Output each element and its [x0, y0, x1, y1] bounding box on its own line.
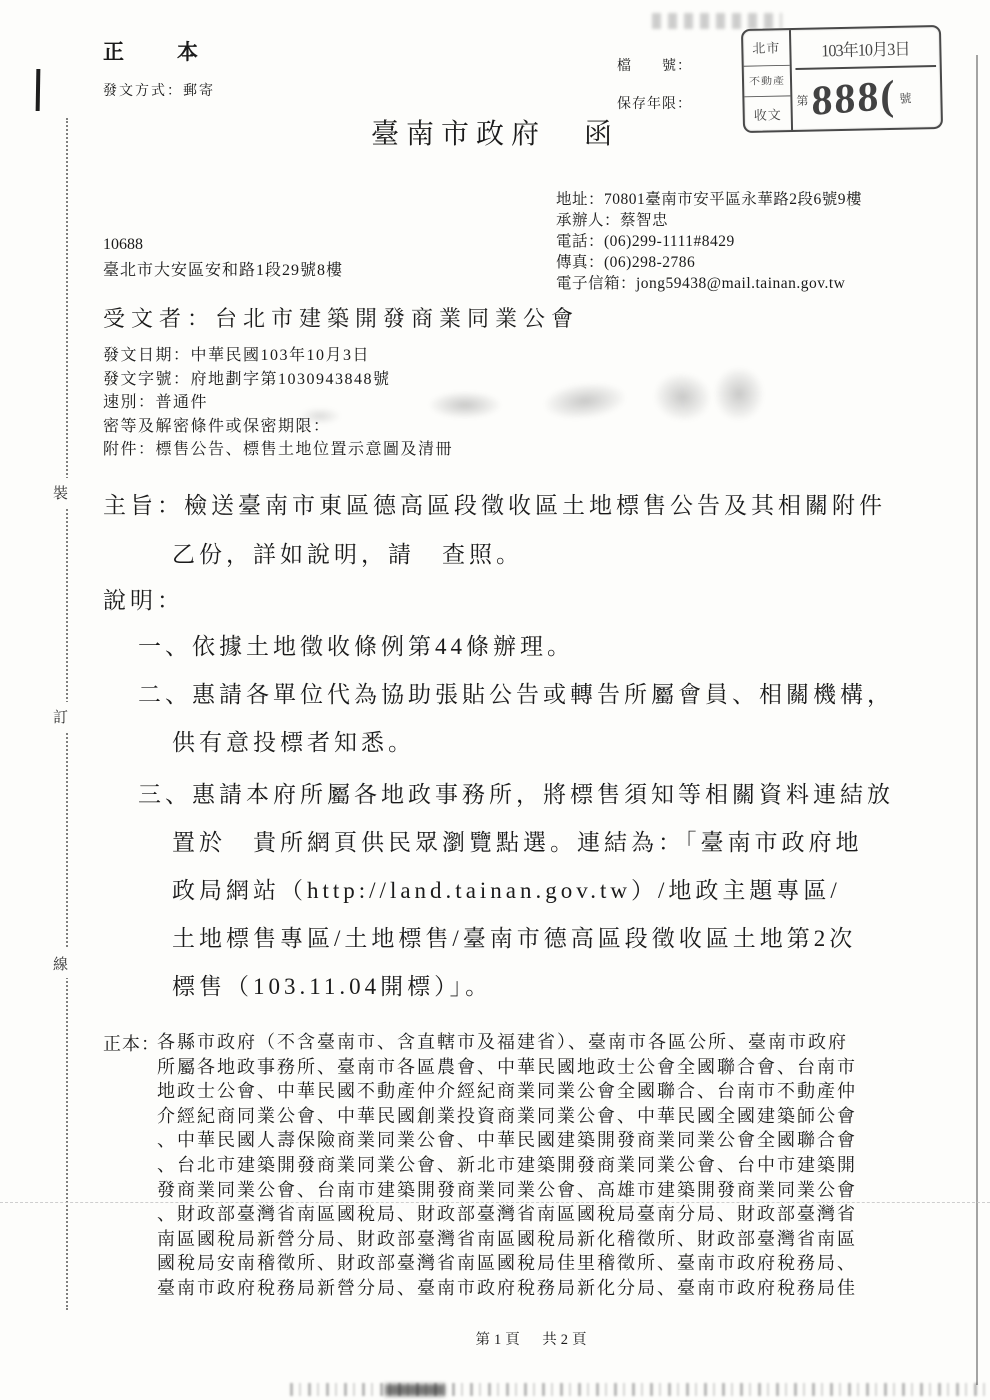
stamp-number-prefix: 第 [796, 93, 809, 108]
copies-recipient-list [157, 1030, 937, 1301]
recipient-zip: 10688 [103, 236, 143, 253]
scan-artifact-left-bar [36, 69, 41, 111]
scan-artifact-faint-rule [0, 1202, 990, 1203]
explanation-label: 說明： [103, 588, 184, 613]
scan-artifact-bottom-blot [385, 1384, 445, 1396]
sender-phone: 電話：(06)299-1111#8429 [556, 233, 735, 250]
issue-date: 發文日期：中華民國103年10月3日 [103, 347, 371, 364]
scan-artifact-top-ghost-text [652, 13, 782, 29]
scan-artifact-ghost-mark [300, 408, 340, 424]
copies-line: 發商業同業公會、台南市建築開發商業同業公會、高雄市建築開發商業同業公會 [157, 1179, 857, 1200]
explanation-item-3-line-2: 置於 貴所網頁供民眾瀏覽點選。連結為：「臺南市政府地 [172, 830, 863, 855]
stamp-number-suffix: 號 [899, 91, 912, 106]
page-number-indicator: 第1頁 共2頁 [475, 1332, 591, 1348]
explanation-item-2-line-2: 供有意投標者知悉。 [172, 730, 415, 755]
copies-line: 、台北市建築開發商業同業公會、新北市建築開發商業同業公會、台中市建築開 [157, 1154, 857, 1175]
copies-line: 、財政部臺灣省南區國稅局、財政部臺灣省南區國稅局臺南分局、財政部臺灣省 [157, 1204, 857, 1225]
binding-word-xian: 線 [52, 949, 69, 978]
stamp-org-line2: 不動產 [744, 64, 791, 96]
retention-period-label: 保存年限： [617, 97, 692, 112]
stamp-received-date: 103年10月3日 [795, 27, 936, 70]
document-meta-block [103, 344, 453, 462]
explanation-item-3-line-4: 土地標售專區/土地標售/臺南市德高區段徵收區土地第2次 [172, 926, 857, 951]
copies-line: 介經紀商同業公會、中華民國創業投資商業同業公會、中華民國全國建築師公會 [157, 1105, 857, 1126]
attachment-note: 附件：標售公告、標售土地位置示意圖及清冊 [103, 441, 454, 458]
sender-fax: 傳真：(06)298-2786 [556, 254, 696, 271]
scan-artifact-ghost-mark [715, 368, 763, 420]
document-type-char: 函 [584, 119, 620, 150]
binding-word-zhuang: 裝 [52, 478, 69, 507]
explanation-item-2-line-1: 二、惠請各單位代為協助張貼公告或轉告所屬會員、相關機構， [138, 682, 894, 707]
speed-class: 速別：普通件 [103, 394, 209, 411]
explanation-item-3-line-5: 標售（103.11.04開標）」。 [172, 974, 493, 999]
sender-address: 地址：70801臺南市安平區永華路2段6號9樓 [556, 191, 863, 208]
scan-artifact-ghost-mark [652, 370, 713, 423]
copies-line: 國稅局安南稽徵所、財政部臺灣省南區國稅局佳里稽徵所、臺南市政府稅務局、 [157, 1253, 857, 1274]
copies-line: 、中華民國人壽保險商業同業公會、中華民國建築開發商業同業公會全國聯合會 [157, 1130, 857, 1151]
scan-artifact-ghost-mark [543, 380, 626, 422]
sender-contact-block [556, 189, 862, 294]
copies-line: 南區國稅局新營分局、財政部臺灣省南區國稅局新化稽徵所、財政部臺灣省南區 [157, 1228, 857, 1249]
recipient-address: 臺北市大安區安和路1段29號8樓 [103, 262, 344, 279]
copies-line: 各縣市政府（不含臺南市、含直轄市及福建省）、臺南市各區公所、臺南市政府 [157, 1032, 848, 1052]
sender-email: 電子信箱：jong59438@mail.tainan.gov.tw [556, 275, 846, 292]
received-stamp-org-column [743, 30, 793, 131]
issue-number: 發文字號：府地劃字第1030943848號 [103, 370, 391, 388]
copies-label: 正本： [103, 1034, 160, 1054]
copy-type-label: 正 本 [103, 40, 214, 64]
copies-line: 所屬各地政事務所、臺南市各區農會、中華民國地政士公會全國聯合會、台南市 [157, 1056, 857, 1077]
stamp-org-line1: 北市 [752, 40, 781, 56]
stamp-received-number [792, 67, 941, 130]
stamp-number-handwritten: 888( [811, 72, 897, 125]
explanation-item-1: 一、依據土地徵收條例第44條辦理。 [138, 634, 574, 659]
received-stamp [741, 25, 943, 133]
delivery-method-label: 發文方式：郵寄 [103, 84, 215, 99]
recipient-line: 受文者：台北市建築開發商業同業公會 [103, 306, 580, 331]
subject-line-2: 乙份，詳如說明，請 查照。 [172, 542, 523, 567]
explanation-item-3-line-1: 三、惠請本府所屬各地政事務所，將標售須知等相關資料連結放 [138, 782, 894, 807]
subject-line-1: 主旨：檢送臺南市東區德高區段徵收區土地標售公告及其相關附件 [103, 493, 886, 518]
scan-artifact-ghost-mark [430, 392, 500, 418]
copies-line: 臺南市政府稅務局新營分局、臺南市政府稅務局新化分局、臺南市政府稅務局佳 [157, 1277, 857, 1298]
received-stamp-detail-column [791, 27, 941, 130]
scan-page-edge-line [976, 55, 978, 1385]
explanation-item-3-line-3: 政局網站（http://land.tainan.gov.tw）/地政主題專區/ [172, 878, 841, 903]
file-number-label: 檔 號： [617, 59, 692, 74]
security-class: 密等及解密條件或保密期限： [103, 417, 331, 435]
issuing-agency-name: 臺南市政府 [370, 119, 546, 150]
copies-line: 地政士公會、中華民國不動產仲介經紀商業同業公會全國聯合、台南市不動產仲 [157, 1081, 857, 1102]
stamp-org-line3: 收文 [753, 107, 782, 124]
sender-contact-person: 承辦人：蔡智忠 [556, 212, 669, 229]
binding-word-ding: 訂 [52, 702, 69, 731]
